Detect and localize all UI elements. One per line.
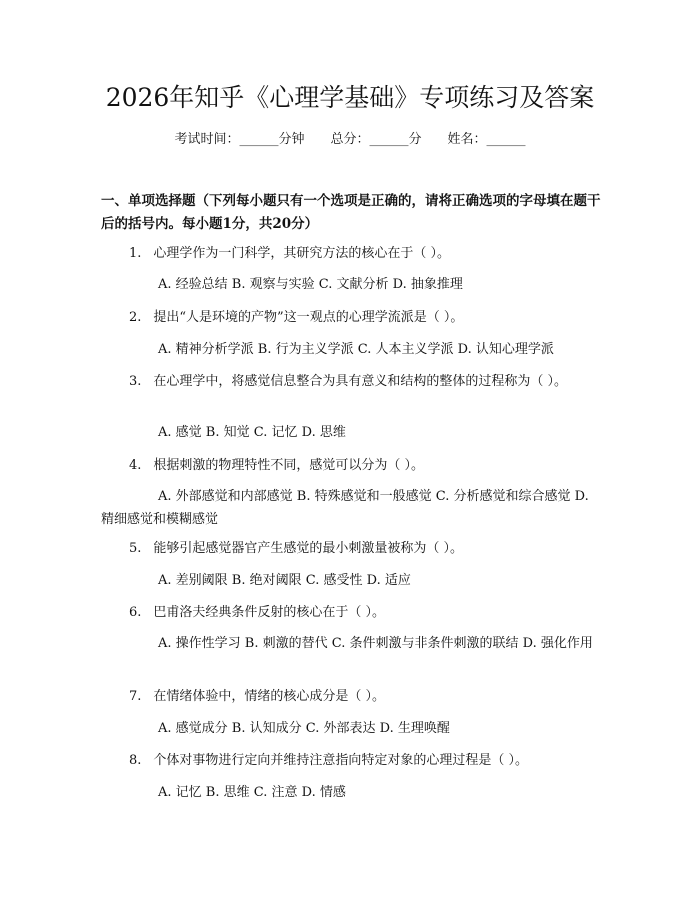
- question-6-options: A. 操作性学习 B. 刺激的替代 C. 条件刺激与非条件刺激的联结 D. 强化作用: [158, 636, 593, 651]
- question-1-options: A. 经验总结 B. 观察与实验 C. 文献分析 D. 抽象推理: [158, 277, 463, 292]
- question-7-options: A. 感觉成分 B. 认知成分 C. 外部表达 D. 生理唤醒: [158, 721, 450, 736]
- question-3: [101, 370, 595, 393]
- question-2: [101, 306, 595, 329]
- question-7: [101, 685, 595, 708]
- question-number: 7.: [129, 689, 142, 704]
- question-5: [101, 537, 595, 560]
- question-8-options: A. 记忆 B. 思维 C. 注意 D. 情感: [158, 785, 346, 800]
- question-number: 8.: [129, 753, 142, 768]
- question-text: 在心理学中，将感觉信息整合为具有意义和结构的整体的过程称为（ ）。: [153, 374, 568, 389]
- section-heading: 一、单项选择题（下列每小题只有一个选项是正确的，请将正确选项的字母填在题干后的括号内。每小题1分，共20分）: [101, 193, 601, 232]
- question-text: 根据刺激的物理特性不同，感觉可以分为（ ）。: [153, 458, 425, 473]
- question-text: 在情绪体验中，情绪的核心成分是（ ）。: [153, 689, 386, 704]
- question-number: 3.: [129, 374, 142, 389]
- question-2-options: A. 精神分析学派 B. 行为主义学派 C. 人本主义学派 D. 认知心理学派: [158, 342, 554, 357]
- question-3-options: A. 感觉 B. 知觉 C. 记忆 D. 思维: [158, 425, 346, 440]
- question-number: 4.: [129, 458, 142, 473]
- question-4: [101, 454, 595, 477]
- question-number: 2.: [129, 310, 142, 325]
- question-8: [101, 749, 595, 772]
- question-text: 心理学作为一门科学，其研究方法的核心在于（ ）。: [153, 246, 451, 261]
- question-4-options: A. 外部感觉和内部感觉 B. 特殊感觉和一般感觉 C. 分析感觉和综合感觉 D. 精细感觉和模糊感觉: [101, 489, 589, 527]
- question-5-options: A. 差别阈限 B. 绝对阈限 C. 感受性 D. 适应: [158, 573, 411, 588]
- question-1: [101, 242, 595, 265]
- exam-info-line: 考试时间：______分钟 总分：______分 姓名：______: [174, 132, 526, 147]
- page-title: 2026年知乎《心理学基础》专项练习及答案: [105, 83, 595, 112]
- question-number: 6.: [129, 605, 142, 620]
- question-text: 提出“人是环境的产物”这一观点的心理学流派是（ ）。: [153, 310, 464, 325]
- question-text: 巴甫洛夫经典条件反射的核心在于（ ）。: [153, 605, 386, 620]
- question-number: 5.: [129, 541, 142, 556]
- question-number: 1.: [129, 246, 142, 261]
- question-text: 能够引起感觉器官产生感觉的最小刺激量被称为（ ）。: [153, 541, 464, 556]
- question-text: 个体对事物进行定向并维持注意指向特定对象的心理过程是（ ）。: [153, 753, 529, 768]
- question-6: [101, 601, 595, 624]
